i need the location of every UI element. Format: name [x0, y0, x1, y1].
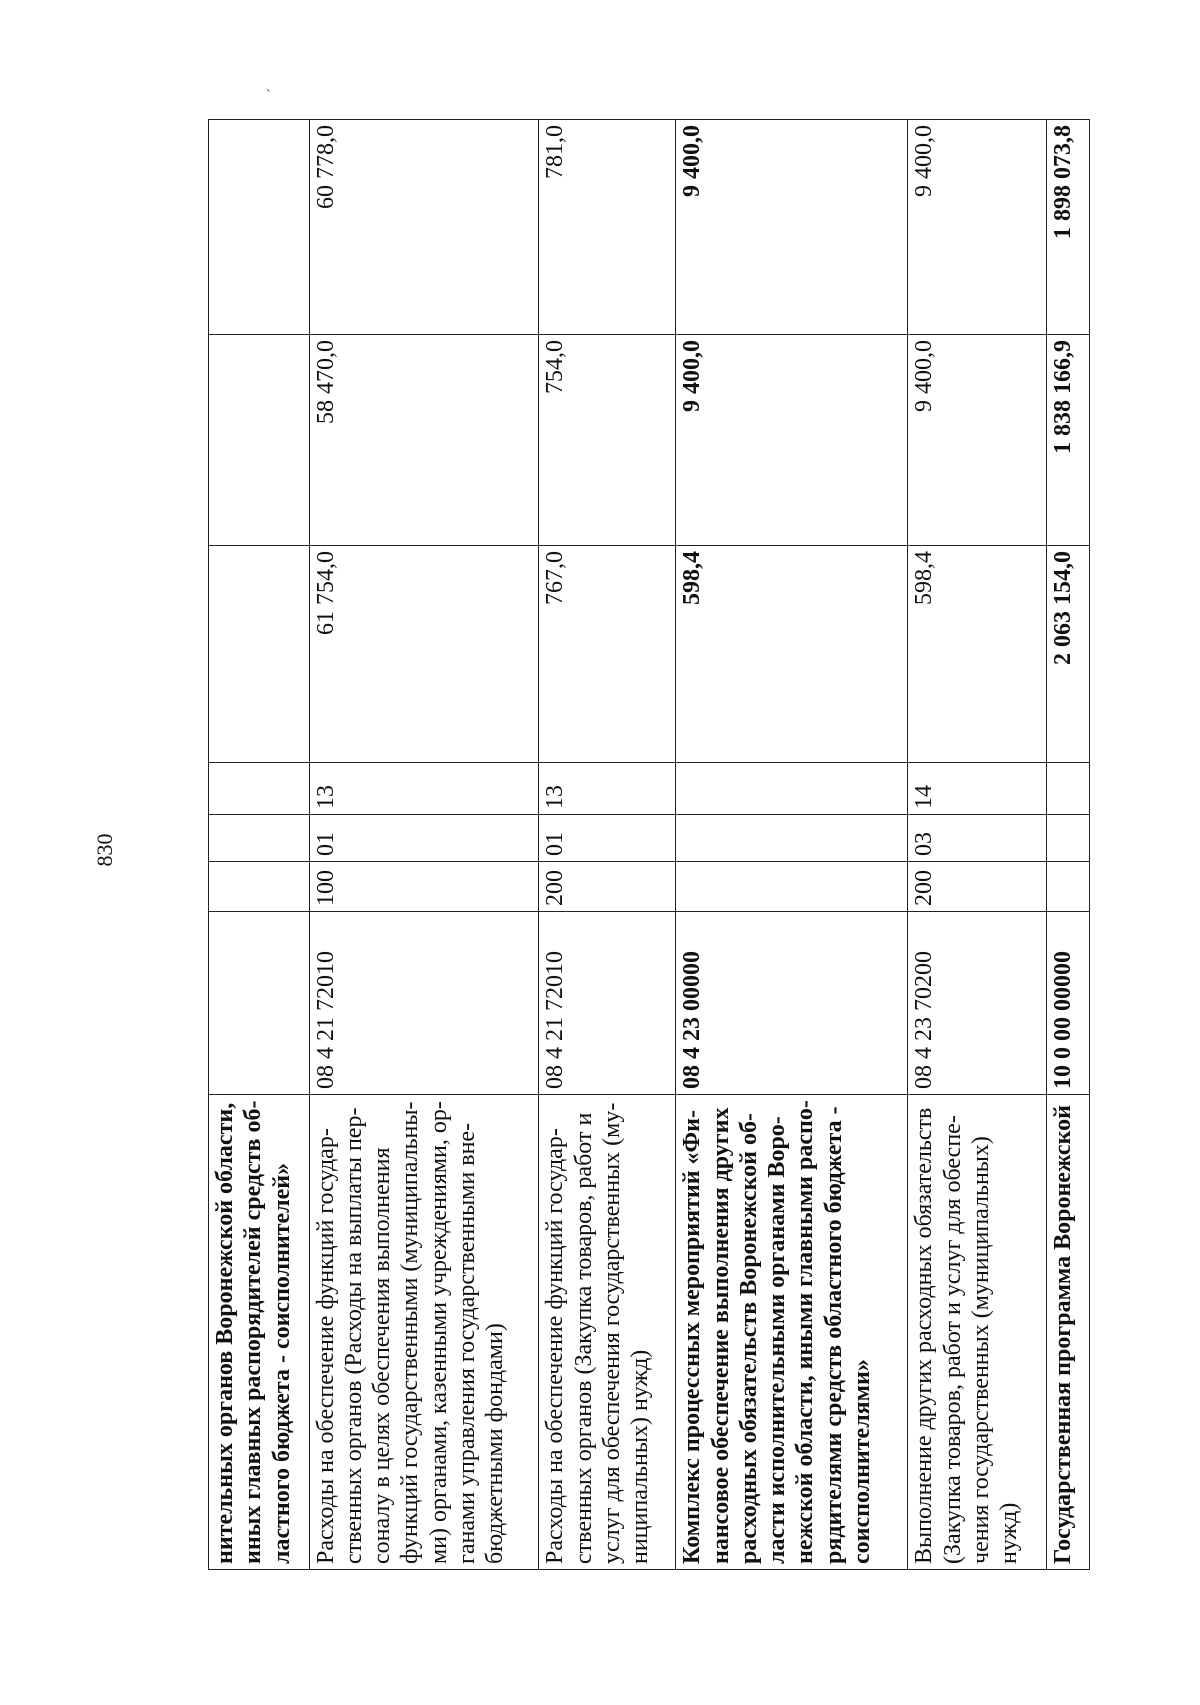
row-value-1: 767,0: [539, 546, 676, 763]
row-value-3: 1 898 073,8: [1047, 120, 1090, 335]
row-value-2: 9 400,0: [908, 335, 1047, 546]
row-rz: [676, 815, 908, 862]
row-code: 08 4 21 72010: [309, 912, 539, 1095]
row-vr: [1047, 862, 1090, 912]
row-value-3: 60 778,0: [309, 120, 539, 335]
row-code: 08 4 21 72010: [539, 912, 676, 1095]
row-value-1: 598,4: [676, 546, 908, 763]
row-rz: 03: [908, 815, 1047, 862]
row-description: Государственная программа Воронежской: [1047, 1095, 1090, 1570]
row-value-2: 1 838 166,9: [1047, 335, 1090, 546]
row-value-2: [209, 335, 310, 546]
row-vr: 200: [908, 862, 1047, 912]
budget-table: [208, 119, 1090, 1570]
row-code: 08 4 23 00000: [676, 912, 908, 1095]
row-pr: [676, 763, 908, 815]
row-vr: 200: [539, 862, 676, 912]
row-value-3: [209, 120, 310, 335]
row-description: Выполнение других расходных обязательств (Закупка товаров, работ и услуг для обеспе- чения государственных (муниципальных) нужд): [908, 1095, 1047, 1570]
row-description: Расходы на обеспечение функций государ- ственных органов (Расходы на выплаты пер- соналу в целях обеспечения выполнения функций государственными (муниципальны- ми) органами, казенными учреждениями, ор- ганами управления государственными вне- бюджетными фондами): [309, 1095, 539, 1570]
row-pr: [209, 763, 310, 815]
row-value-3: 9 400,0: [676, 120, 908, 335]
row-description: Расходы на обеспечение функций государ- ственных органов (Закупка товаров, работ и услуг для обеспечения государственных (му- ниципальных) нужд): [539, 1095, 676, 1570]
row-rz: [209, 815, 310, 862]
row-code: [209, 912, 310, 1095]
row-value-2: 9 400,0: [676, 335, 908, 546]
row-value-1: 598,4: [908, 546, 1047, 763]
row-vr: [676, 862, 908, 912]
row-code: 08 4 23 70200: [908, 912, 1047, 1095]
row-rz: 01: [539, 815, 676, 862]
table-row: [209, 120, 310, 1570]
row-description: нительных органов Воронежской области, иных главных распорядителей средств об- ластного бюджета - соисполнителей»: [209, 1095, 310, 1570]
row-pr: 14: [908, 763, 1047, 815]
rotated-table-container: [208, 120, 1090, 1570]
row-value-1: [209, 546, 310, 763]
stray-mark: `: [266, 88, 271, 103]
row-vr: 100: [309, 862, 539, 912]
table-row: [309, 120, 539, 1570]
table-row: [676, 120, 908, 1570]
row-vr: [209, 862, 310, 912]
row-pr: 13: [309, 763, 539, 815]
row-value-2: 58 470,0: [309, 335, 539, 546]
row-value-3: 9 400,0: [908, 120, 1047, 335]
row-rz: [1047, 815, 1090, 862]
row-rz: 01: [309, 815, 539, 862]
row-value-3: 781,0: [539, 120, 676, 335]
table-row: [539, 120, 676, 1570]
row-value-2: 754,0: [539, 335, 676, 546]
row-code: 10 0 00 00000: [1047, 912, 1090, 1095]
table-row: [1047, 120, 1090, 1570]
table-row: [908, 120, 1047, 1570]
row-pr: 13: [539, 763, 676, 815]
page-number: 830: [92, 833, 117, 867]
row-value-1: 61 754,0: [309, 546, 539, 763]
row-description: Комплекс процессных мероприятий «Фи- нансовое обеспечение выполнения других расходных обязательств Воронежской об- ласти исполнительными органами Воро- нежской области, иными главными распо- рядителями средств областного бюджета - соисполнителями»: [676, 1095, 908, 1570]
row-pr: [1047, 763, 1090, 815]
row-value-1: 2 063 154,0: [1047, 546, 1090, 763]
